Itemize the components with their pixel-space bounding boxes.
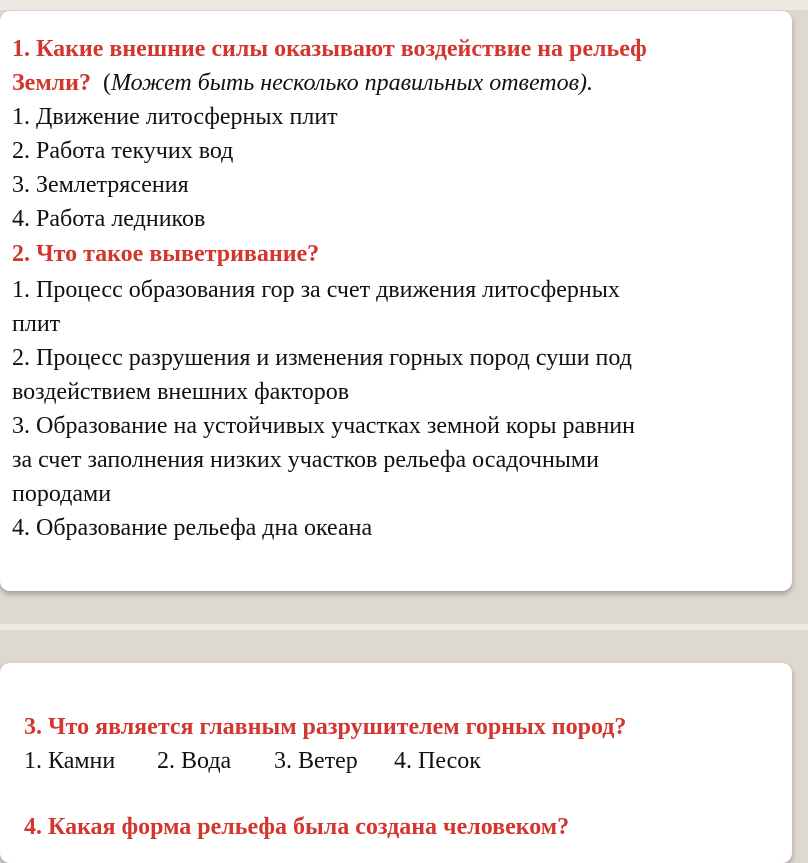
q1-note-paren: ( [102,70,111,96]
q2-option-3c: породами [12,481,112,507]
q1-title-end: Земли? [12,70,91,96]
q2-option-2b: воздействием внешних факторов [12,379,350,405]
q1-option-1: 1. Движение литосферных плит [12,104,338,130]
q2-option-1b: плит [12,311,61,337]
q3-option-4: 4. Песок [394,748,481,774]
q2-option-2a: 2. Процесс разрушения и изменения горных пород суши под [12,345,632,371]
question-card-1 [0,11,792,591]
q4-title: 4. Какая форма рельефа была создана человеком? [24,814,570,840]
q1-option-4: 4. Работа ледников [12,206,206,232]
question-card-2 [0,663,792,863]
q1-note: Может быть несколько правильных ответов). [110,70,594,96]
separator-strip [0,624,808,630]
q3-option-1: 1. Камни [24,748,116,774]
q2-option-4: 4. Образование рельефа дна океана [12,515,373,541]
q1-option-2: 2. Работа текучих вод [12,138,234,164]
q1-title-line2 [12,66,593,100]
q1-title-line1: 1. Какие внешние силы оказывают воздействие на рельеф [12,36,647,62]
top-strip [0,0,808,10]
q1-option-3: 3. Землетрясения [12,172,189,198]
q2-option-3b: за счет заполнения низких участков рельефа осадочными [12,447,599,473]
q2-option-1a: 1. Процесс образования гор за счет движения литосферных [12,277,620,303]
q3-title: 3. Что является главным разрушителем горных пород? [24,714,627,740]
q3-option-2: 2. Вода [157,748,232,774]
q2-title: 2. Что такое выветривание? [12,241,320,267]
q2-option-3a: 3. Образование на устойчивых участках земной коры равнин [12,413,635,439]
q3-option-3: 3. Ветер [274,748,358,774]
